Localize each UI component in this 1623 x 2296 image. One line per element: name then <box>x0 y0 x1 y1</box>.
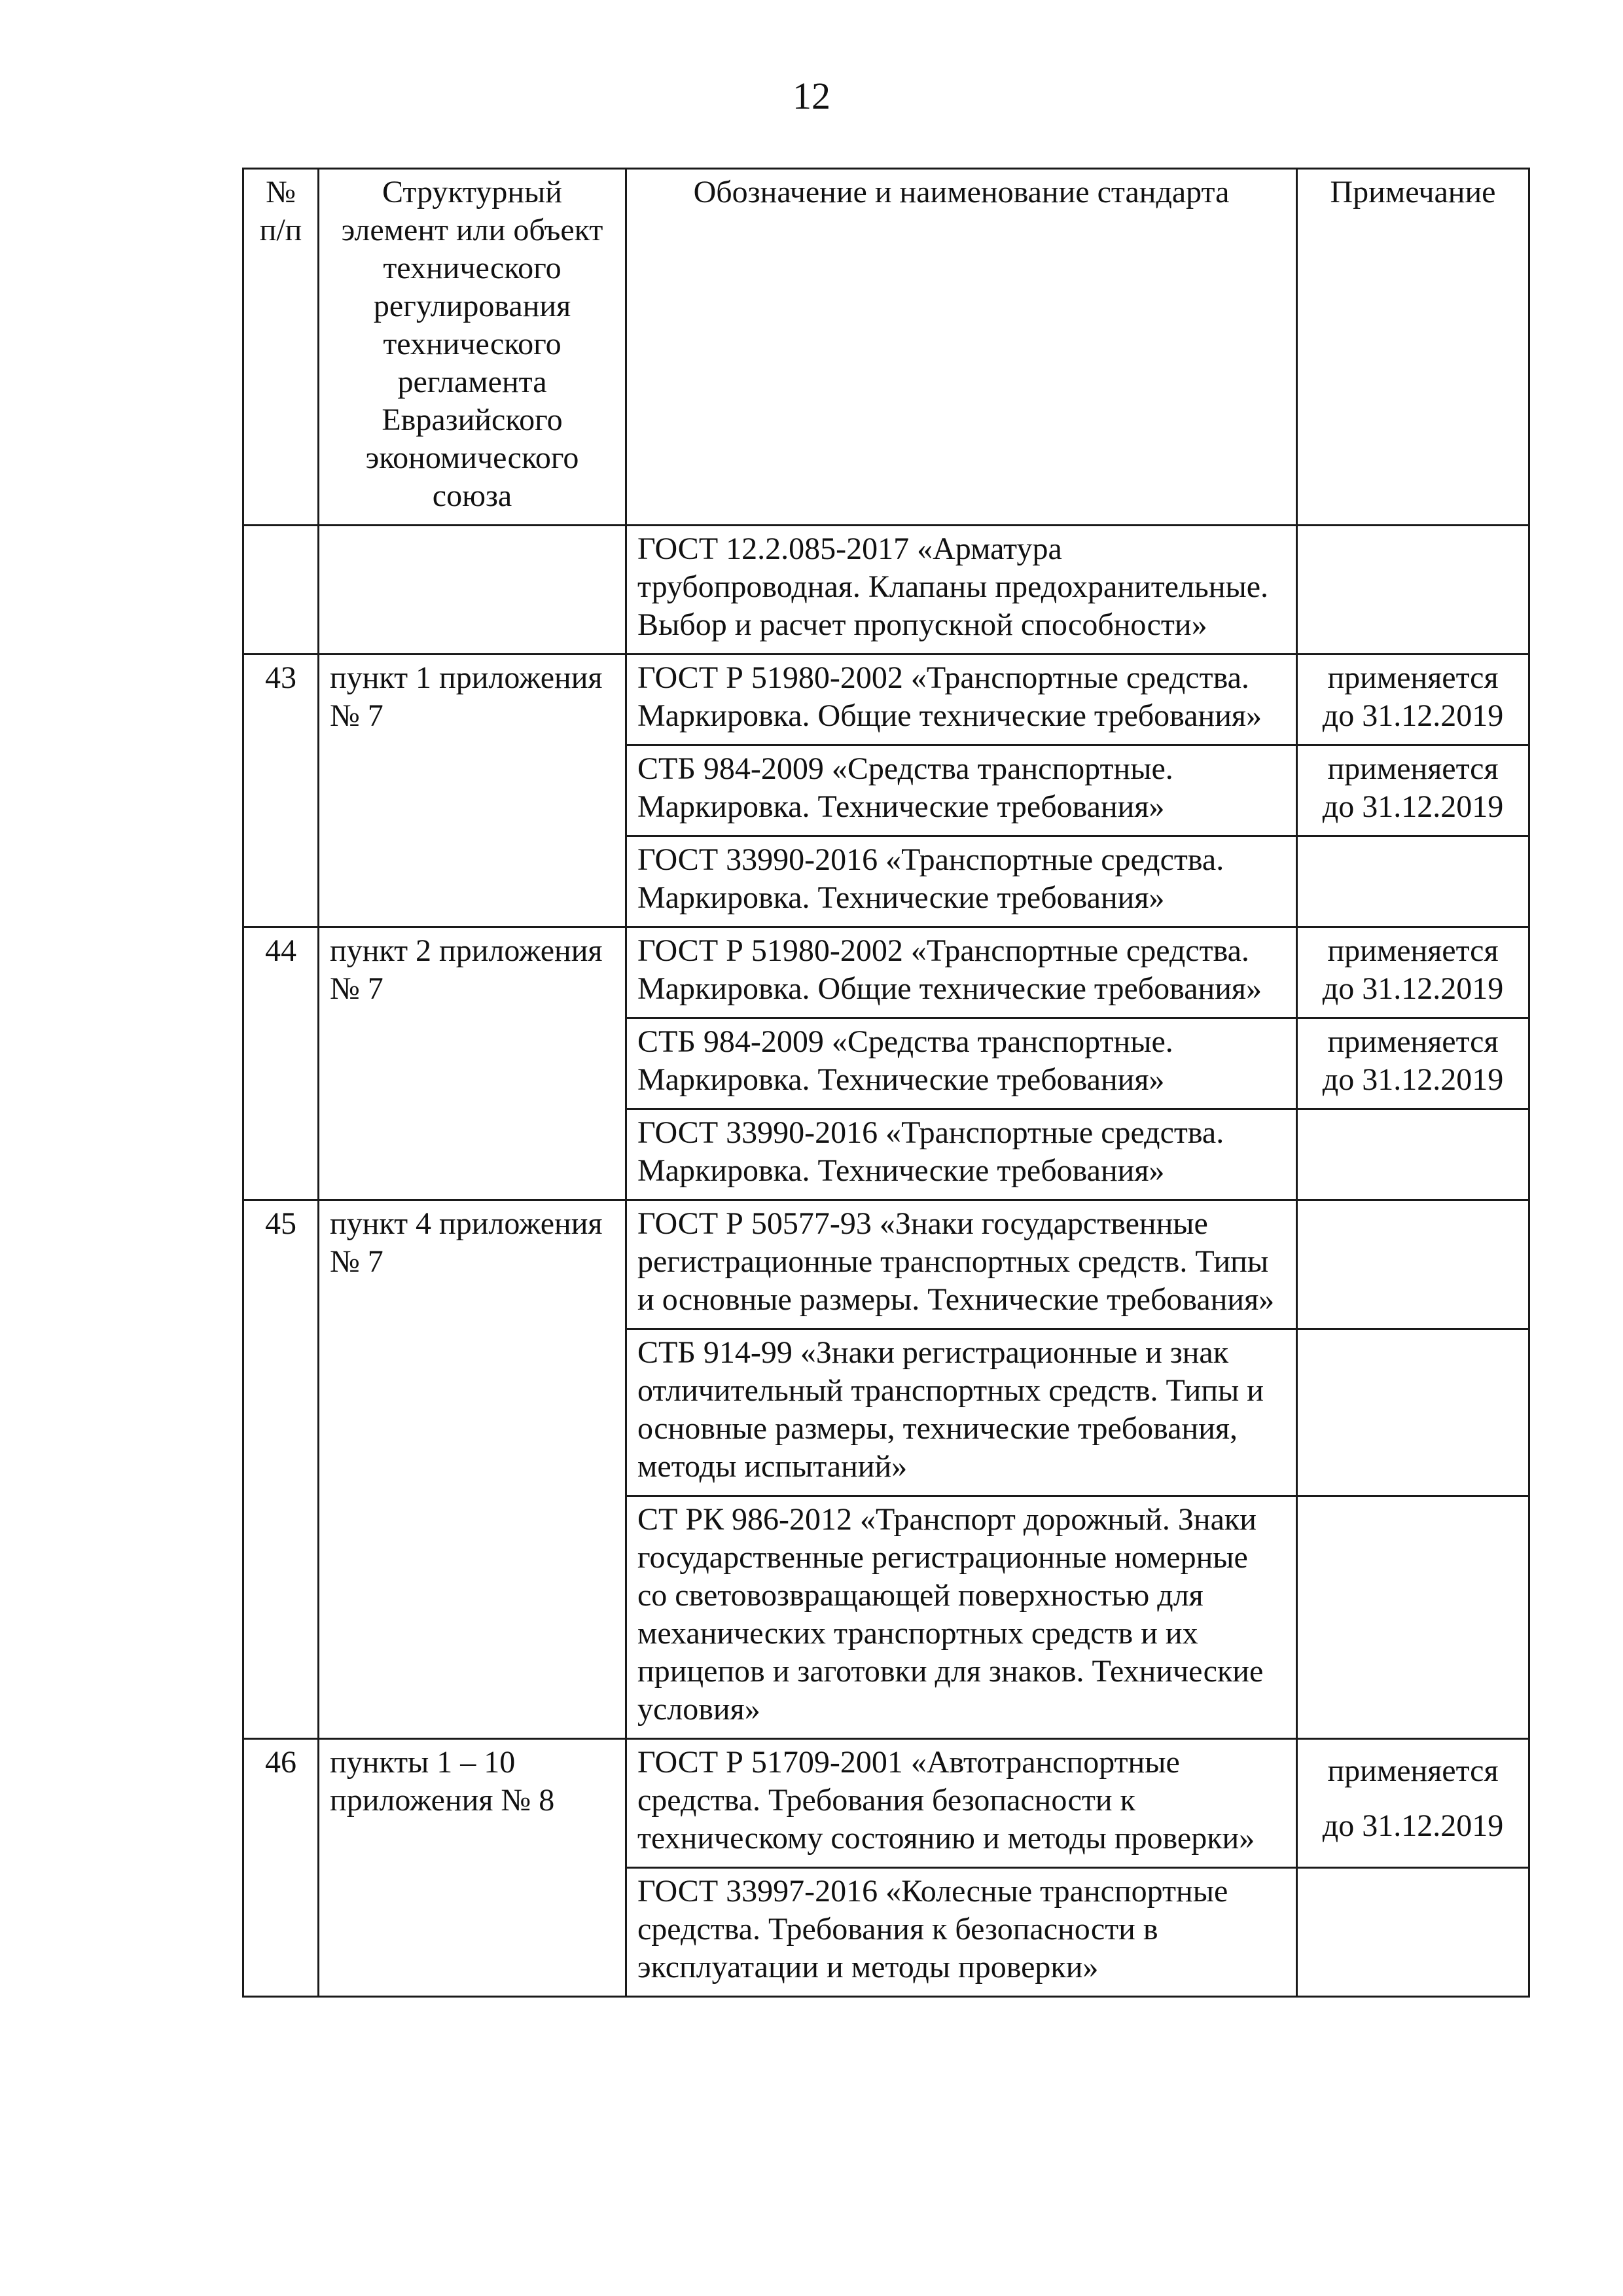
row-num-cell <box>243 526 319 655</box>
note-cell: применяется до 31.12.2019 <box>1297 1739 1529 1868</box>
table-row <box>243 1200 1529 1329</box>
row-element-cell <box>319 526 626 655</box>
note-cell: применяется до 31.12.2019 <box>1297 655 1529 745</box>
standard-cell: ГОСТ Р 51980-2002 «Транспортные средства. Маркировка. Общие технические требования» <box>626 655 1297 745</box>
row-num-cell: 44 <box>243 927 319 1200</box>
header-note: Примечание <box>1297 169 1529 526</box>
standard-cell: ГОСТ Р 51980-2002 «Транспортные средства. Маркировка. Общие технические требования» <box>626 927 1297 1018</box>
table-row <box>243 655 1529 745</box>
row-element-cell: пункт 2 приложения № 7 <box>319 927 626 1200</box>
note-cell <box>1297 526 1529 655</box>
table-row <box>243 927 1529 1018</box>
table-row <box>243 1739 1529 1868</box>
row-element-cell: пункт 4 приложения № 7 <box>319 1200 626 1739</box>
standard-cell: ГОСТ 33990-2016 «Транспортные средства. Маркировка. Технические требования» <box>626 836 1297 927</box>
row-num-cell: 43 <box>243 655 319 927</box>
standard-cell: ГОСТ 33990-2016 «Транспортные средства. Маркировка. Технические требования» <box>626 1109 1297 1200</box>
note-cell: применяется до 31.12.2019 <box>1297 927 1529 1018</box>
header-standard: Обозначение и наименование стандарта <box>626 169 1297 526</box>
continuation-row <box>243 526 1529 655</box>
note-cell <box>1297 1496 1529 1739</box>
standard-cell: СТБ 914-99 «Знаки регистрационные и знак отличительный транспортных средств. Типы и основные размеры, технические требования, методы испытаний» <box>626 1329 1297 1496</box>
header-element: Структурный элемент или объект технического регулирования технического регламента Евразийского экономического союза <box>319 169 626 526</box>
row-element-cell: пункты 1 – 10 приложения № 8 <box>319 1739 626 1997</box>
standard-cell: СТ РК 986-2012 «Транспорт дорожный. Знаки государственные регистрационные номерные со световозвращающей поверхностью для механических транспортных средств и их прицепов и заготовки для знаков. Технические условия» <box>626 1496 1297 1739</box>
standard-cell: ГОСТ 12.2.085-2017 «Арматура трубопроводная. Клапаны предохранительные. Выбор и расчет пропускной способности» <box>626 526 1297 655</box>
standard-cell: ГОСТ Р 50577-93 «Знаки государственные регистрационные транспортных средств. Типы и основные размеры. Технические требования» <box>626 1200 1297 1329</box>
note-cell <box>1297 836 1529 927</box>
header-row <box>243 169 1529 526</box>
note-cell <box>1297 1868 1529 1997</box>
standard-cell: СТБ 984-2009 «Средства транспортные. Маркировка. Технические требования» <box>626 745 1297 836</box>
note-cell: применяется до 31.12.2019 <box>1297 1018 1529 1109</box>
row-element-cell: пункт 1 приложения № 7 <box>319 655 626 927</box>
note-cell: применяется до 31.12.2019 <box>1297 745 1529 836</box>
row-num-cell: 46 <box>243 1739 319 1997</box>
note-cell <box>1297 1329 1529 1496</box>
note-cell <box>1297 1109 1529 1200</box>
header-num: № п/п <box>243 169 319 526</box>
standards-table <box>242 168 1530 1998</box>
row-num-cell: 45 <box>243 1200 319 1739</box>
note-cell <box>1297 1200 1529 1329</box>
standard-cell: ГОСТ Р 51709-2001 «Автотранспортные средства. Требования безопасности к техническому состоянию и методы проверки» <box>626 1739 1297 1868</box>
standard-cell: ГОСТ 33997-2016 «Колесные транспортные средства. Требования к безопасности в эксплуатации и методы проверки» <box>626 1868 1297 1997</box>
page-number: 12 <box>793 75 830 117</box>
standard-cell: СТБ 984-2009 «Средства транспортные. Маркировка. Технические требования» <box>626 1018 1297 1109</box>
